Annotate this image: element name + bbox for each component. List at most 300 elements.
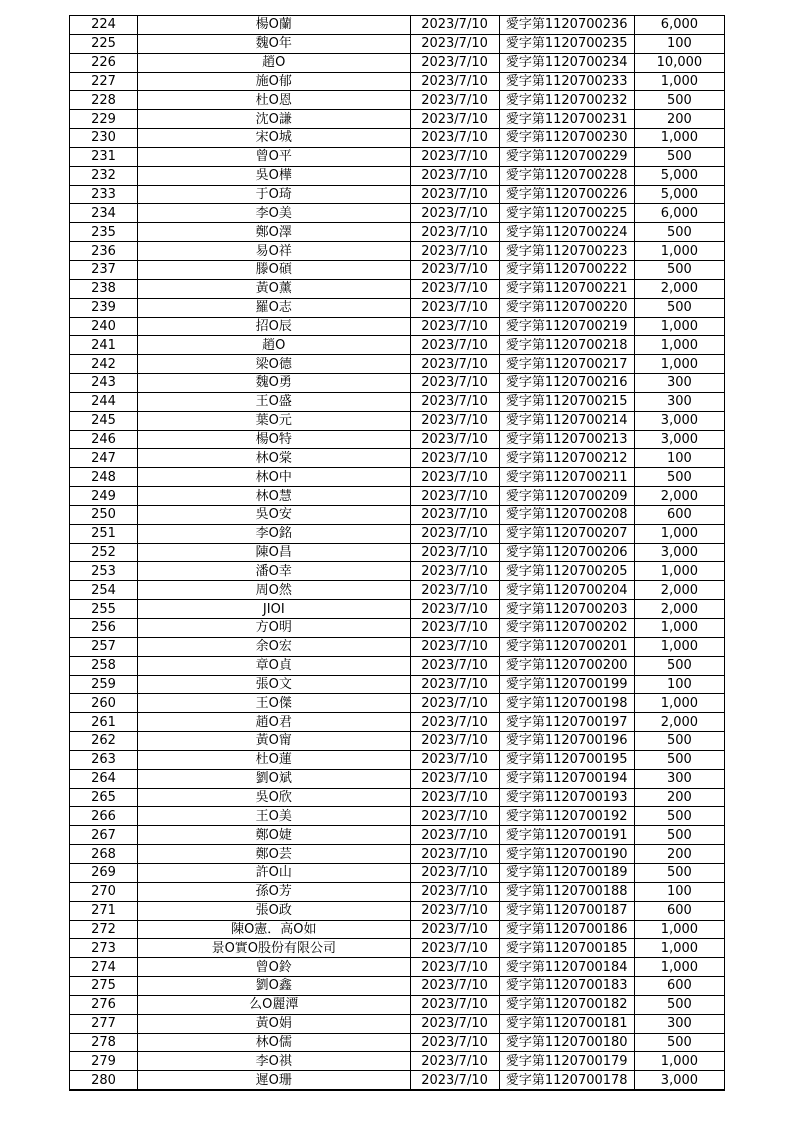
receipt-number: 愛字第1120700212	[499, 449, 634, 468]
receipt-number: 愛字第1120700209	[499, 487, 634, 506]
donation-amount: 500	[634, 826, 724, 845]
table-row	[70, 543, 725, 562]
row-number: 255	[70, 600, 138, 619]
table-row	[70, 863, 725, 882]
donation-date: 2023/7/10	[410, 524, 499, 543]
donation-amount: 200	[634, 110, 724, 129]
donation-amount: 1,000	[634, 242, 724, 261]
receipt-number: 愛字第1120700205	[499, 562, 634, 581]
donation-amount: 3,000	[634, 411, 724, 430]
row-number: 229	[70, 110, 138, 129]
row-number: 245	[70, 411, 138, 430]
donation-date: 2023/7/10	[410, 581, 499, 600]
donation-date: 2023/7/10	[410, 1052, 499, 1071]
table-row	[70, 336, 725, 355]
row-number: 275	[70, 977, 138, 996]
donation-date: 2023/7/10	[410, 355, 499, 374]
donation-date: 2023/7/10	[410, 845, 499, 864]
row-number: 239	[70, 298, 138, 317]
row-number: 254	[70, 581, 138, 600]
donor-name: 孫O芳	[138, 882, 410, 901]
donor-name: 曾O鈴	[138, 958, 410, 977]
table-row	[70, 656, 725, 675]
row-number: 263	[70, 750, 138, 769]
donation-amount: 600	[634, 977, 724, 996]
row-number: 280	[70, 1071, 138, 1090]
receipt-number: 愛字第1120700189	[499, 863, 634, 882]
donor-name: 張O政	[138, 901, 410, 920]
donation-amount: 200	[634, 788, 724, 807]
donation-amount: 2,000	[634, 487, 724, 506]
donor-name: 羅O志	[138, 298, 410, 317]
table-row	[70, 958, 725, 977]
table-row	[70, 411, 725, 430]
donation-amount: 500	[634, 807, 724, 826]
receipt-number: 愛字第1120700197	[499, 713, 634, 732]
donor-name: 楊O特	[138, 430, 410, 449]
donor-name: 李O祺	[138, 1052, 410, 1071]
table-row	[70, 920, 725, 939]
donation-amount: 3,000	[634, 1071, 724, 1090]
receipt-number: 愛字第1120700215	[499, 392, 634, 411]
table-row	[70, 279, 725, 298]
donation-amount: 1,000	[634, 958, 724, 977]
donor-name: 劉O鑫	[138, 977, 410, 996]
row-number: 264	[70, 769, 138, 788]
row-number: 274	[70, 958, 138, 977]
table-row	[70, 939, 725, 958]
table-row	[70, 355, 725, 374]
donation-date: 2023/7/10	[410, 411, 499, 430]
donor-name: 招O辰	[138, 317, 410, 336]
donor-name: 吳O樺	[138, 166, 410, 185]
receipt-number: 愛字第1120700223	[499, 242, 634, 261]
row-number: 243	[70, 374, 138, 393]
table-row	[70, 185, 725, 204]
donation-date: 2023/7/10	[410, 694, 499, 713]
donation-amount: 600	[634, 505, 724, 524]
donation-date: 2023/7/10	[410, 468, 499, 487]
donation-date: 2023/7/10	[410, 882, 499, 901]
row-number: 256	[70, 619, 138, 638]
donation-amount: 5,000	[634, 166, 724, 185]
donation-date: 2023/7/10	[410, 807, 499, 826]
donor-name: 吳O欣	[138, 788, 410, 807]
receipt-number: 愛字第1120700226	[499, 185, 634, 204]
receipt-number: 愛字第1120700207	[499, 524, 634, 543]
donation-amount: 2,000	[634, 279, 724, 298]
donation-date: 2023/7/10	[410, 34, 499, 53]
table-row	[70, 769, 725, 788]
row-number: 240	[70, 317, 138, 336]
row-number: 237	[70, 260, 138, 279]
row-number: 266	[70, 807, 138, 826]
donation-date: 2023/7/10	[410, 1071, 499, 1090]
donation-amount: 300	[634, 769, 724, 788]
donation-amount: 1,000	[634, 694, 724, 713]
donation-amount: 1,000	[634, 920, 724, 939]
donor-name: 王O盛	[138, 392, 410, 411]
donation-amount: 500	[634, 656, 724, 675]
donation-date: 2023/7/10	[410, 826, 499, 845]
donation-date: 2023/7/10	[410, 185, 499, 204]
table-row	[70, 166, 725, 185]
receipt-number: 愛字第1120700234	[499, 53, 634, 72]
donor-name: 黃O薰	[138, 279, 410, 298]
row-number: 244	[70, 392, 138, 411]
table-row	[70, 675, 725, 694]
donor-name: 杜O蓮	[138, 750, 410, 769]
row-number: 260	[70, 694, 138, 713]
donor-name: 宋O城	[138, 129, 410, 148]
donation-table	[69, 15, 725, 1091]
donor-name: 方O明	[138, 619, 410, 638]
donation-date: 2023/7/10	[410, 147, 499, 166]
donation-amount: 1,000	[634, 317, 724, 336]
receipt-number: 愛字第1120700222	[499, 260, 634, 279]
donor-name: 鄭O澤	[138, 223, 410, 242]
donation-amount: 200	[634, 845, 724, 864]
row-number: 226	[70, 53, 138, 72]
donor-name: 余O宏	[138, 637, 410, 656]
donation-amount: 1,000	[634, 355, 724, 374]
table-row	[70, 581, 725, 600]
table-row	[70, 1033, 725, 1052]
receipt-number: 愛字第1120700216	[499, 374, 634, 393]
table-row	[70, 110, 725, 129]
receipt-number: 愛字第1120700199	[499, 675, 634, 694]
donation-date: 2023/7/10	[410, 223, 499, 242]
donor-name: 周O然	[138, 581, 410, 600]
receipt-number: 愛字第1120700231	[499, 110, 634, 129]
donation-date: 2023/7/10	[410, 430, 499, 449]
donation-date: 2023/7/10	[410, 336, 499, 355]
donor-name: 于O琦	[138, 185, 410, 204]
receipt-number: 愛字第1120700182	[499, 995, 634, 1014]
receipt-number: 愛字第1120700186	[499, 920, 634, 939]
donation-amount: 500	[634, 750, 724, 769]
receipt-number: 愛字第1120700204	[499, 581, 634, 600]
table-row	[70, 505, 725, 524]
table-row	[70, 204, 725, 223]
row-number: 246	[70, 430, 138, 449]
receipt-number: 愛字第1120700179	[499, 1052, 634, 1071]
donation-date: 2023/7/10	[410, 939, 499, 958]
donor-name: 吳O安	[138, 505, 410, 524]
donor-name: 么O麗潭	[138, 995, 410, 1014]
donation-date: 2023/7/10	[410, 619, 499, 638]
receipt-number: 愛字第1120700225	[499, 204, 634, 223]
donation-amount: 1,000	[634, 129, 724, 148]
receipt-number: 愛字第1120700208	[499, 505, 634, 524]
donation-date: 2023/7/10	[410, 769, 499, 788]
donor-name: 林O慧	[138, 487, 410, 506]
row-number: 238	[70, 279, 138, 298]
table-row	[70, 260, 725, 279]
donation-date: 2023/7/10	[410, 449, 499, 468]
row-number: 225	[70, 34, 138, 53]
donation-date: 2023/7/10	[410, 392, 499, 411]
donation-amount: 6,000	[634, 204, 724, 223]
row-number: 232	[70, 166, 138, 185]
donation-date: 2023/7/10	[410, 166, 499, 185]
donation-date: 2023/7/10	[410, 675, 499, 694]
donation-amount: 500	[634, 1033, 724, 1052]
row-number: 248	[70, 468, 138, 487]
donor-name: 楊O蘭	[138, 16, 410, 35]
table-row	[70, 732, 725, 751]
table-row	[70, 694, 725, 713]
donation-date: 2023/7/10	[410, 91, 499, 110]
row-number: 230	[70, 129, 138, 148]
row-number: 261	[70, 713, 138, 732]
receipt-number: 愛字第1120700185	[499, 939, 634, 958]
donation-amount: 10,000	[634, 53, 724, 72]
donor-name: 劉O斌	[138, 769, 410, 788]
table-row	[70, 1014, 725, 1033]
donor-name: 李O美	[138, 204, 410, 223]
table-row	[70, 53, 725, 72]
table-row	[70, 713, 725, 732]
receipt-number: 愛字第1120700224	[499, 223, 634, 242]
row-number: 242	[70, 355, 138, 374]
donor-name: 王O美	[138, 807, 410, 826]
row-number: 267	[70, 826, 138, 845]
donation-date: 2023/7/10	[410, 204, 499, 223]
row-number: 252	[70, 543, 138, 562]
receipt-number: 愛字第1120700230	[499, 129, 634, 148]
donation-amount: 1,000	[634, 72, 724, 91]
donation-amount: 100	[634, 882, 724, 901]
table-row	[70, 16, 725, 35]
row-number: 249	[70, 487, 138, 506]
row-number: 257	[70, 637, 138, 656]
donation-amount: 100	[634, 34, 724, 53]
donation-date: 2023/7/10	[410, 1033, 499, 1052]
table-row	[70, 129, 725, 148]
row-number: 224	[70, 16, 138, 35]
donation-date: 2023/7/10	[410, 732, 499, 751]
donor-name: 鄭O芸	[138, 845, 410, 864]
row-number: 279	[70, 1052, 138, 1071]
row-number: 228	[70, 91, 138, 110]
donation-date: 2023/7/10	[410, 637, 499, 656]
donation-date: 2023/7/10	[410, 600, 499, 619]
row-number: 278	[70, 1033, 138, 1052]
donation-amount: 600	[634, 901, 724, 920]
donation-date: 2023/7/10	[410, 995, 499, 1014]
receipt-number: 愛字第1120700188	[499, 882, 634, 901]
receipt-number: 愛字第1120700196	[499, 732, 634, 751]
donor-name: 景O實O股份有限公司	[138, 939, 410, 958]
table-row	[70, 845, 725, 864]
receipt-number: 愛字第1120700193	[499, 788, 634, 807]
table-row	[70, 449, 725, 468]
donation-date: 2023/7/10	[410, 317, 499, 336]
table-row	[70, 430, 725, 449]
row-number: 269	[70, 863, 138, 882]
receipt-number: 愛字第1120700195	[499, 750, 634, 769]
receipt-number: 愛字第1120700211	[499, 468, 634, 487]
receipt-number: 愛字第1120700180	[499, 1033, 634, 1052]
donation-amount: 1,000	[634, 562, 724, 581]
donation-amount: 500	[634, 298, 724, 317]
receipt-number: 愛字第1120700178	[499, 1071, 634, 1090]
table-row	[70, 223, 725, 242]
donation-amount: 1,000	[634, 1052, 724, 1071]
donor-name: 林O儒	[138, 1033, 410, 1052]
table-row	[70, 995, 725, 1014]
donation-date: 2023/7/10	[410, 958, 499, 977]
donation-amount: 1,000	[634, 939, 724, 958]
receipt-number: 愛字第1120700221	[499, 279, 634, 298]
donation-date: 2023/7/10	[410, 110, 499, 129]
donation-amount: 100	[634, 675, 724, 694]
receipt-number: 愛字第1120700229	[499, 147, 634, 166]
row-number: 241	[70, 336, 138, 355]
donation-amount: 1,000	[634, 524, 724, 543]
donation-date: 2023/7/10	[410, 977, 499, 996]
receipt-number: 愛字第1120700217	[499, 355, 634, 374]
donation-date: 2023/7/10	[410, 16, 499, 35]
receipt-number: 愛字第1120700219	[499, 317, 634, 336]
row-number: 276	[70, 995, 138, 1014]
receipt-number: 愛字第1120700200	[499, 656, 634, 675]
donation-amount: 100	[634, 449, 724, 468]
row-number: 247	[70, 449, 138, 468]
donor-name: 易O祥	[138, 242, 410, 261]
table-row	[70, 750, 725, 769]
table-row	[70, 901, 725, 920]
row-number: 227	[70, 72, 138, 91]
donation-amount: 5,000	[634, 185, 724, 204]
donation-amount: 500	[634, 91, 724, 110]
donation-date: 2023/7/10	[410, 505, 499, 524]
table-row	[70, 977, 725, 996]
donation-table-body	[70, 16, 725, 1091]
donation-amount: 3,000	[634, 430, 724, 449]
donation-amount: 1,000	[634, 336, 724, 355]
donation-date: 2023/7/10	[410, 53, 499, 72]
donor-name: 趙O君	[138, 713, 410, 732]
donor-name: 施O郁	[138, 72, 410, 91]
donor-name: 陳O憲．高O如	[138, 920, 410, 939]
donor-name: 章O貞	[138, 656, 410, 675]
donor-name: 趙O	[138, 336, 410, 355]
row-number: 270	[70, 882, 138, 901]
receipt-number: 愛字第1120700233	[499, 72, 634, 91]
donor-name: 林O中	[138, 468, 410, 487]
receipt-number: 愛字第1120700190	[499, 845, 634, 864]
row-number: 262	[70, 732, 138, 751]
table-row	[70, 807, 725, 826]
receipt-number: 愛字第1120700235	[499, 34, 634, 53]
row-number: 236	[70, 242, 138, 261]
donation-date: 2023/7/10	[410, 279, 499, 298]
table-row	[70, 468, 725, 487]
donation-amount: 2,000	[634, 600, 724, 619]
row-number: 273	[70, 939, 138, 958]
row-number: 277	[70, 1014, 138, 1033]
donor-name: 潘O幸	[138, 562, 410, 581]
donation-date: 2023/7/10	[410, 863, 499, 882]
donation-date: 2023/7/10	[410, 298, 499, 317]
donation-date: 2023/7/10	[410, 129, 499, 148]
row-number: 268	[70, 845, 138, 864]
table-row	[70, 147, 725, 166]
donor-name: 沈O謙	[138, 110, 410, 129]
donation-date: 2023/7/10	[410, 260, 499, 279]
table-row	[70, 374, 725, 393]
receipt-number: 愛字第1120700191	[499, 826, 634, 845]
row-number: 265	[70, 788, 138, 807]
row-number: 231	[70, 147, 138, 166]
donor-name: 梁O德	[138, 355, 410, 374]
donor-name: 曾O平	[138, 147, 410, 166]
donation-date: 2023/7/10	[410, 543, 499, 562]
receipt-number: 愛字第1120700181	[499, 1014, 634, 1033]
table-row	[70, 91, 725, 110]
table-row	[70, 882, 725, 901]
donation-amount: 1,000	[634, 619, 724, 638]
table-row	[70, 392, 725, 411]
donation-amount: 500	[634, 468, 724, 487]
receipt-number: 愛字第1120700206	[499, 543, 634, 562]
receipt-number: 愛字第1120700214	[499, 411, 634, 430]
donor-name: 魏O勇	[138, 374, 410, 393]
donation-amount: 2,000	[634, 581, 724, 600]
table-row	[70, 524, 725, 543]
row-number: 251	[70, 524, 138, 543]
donor-name: 黃O甯	[138, 732, 410, 751]
table-row	[70, 600, 725, 619]
donation-date: 2023/7/10	[410, 713, 499, 732]
row-number: 258	[70, 656, 138, 675]
donation-amount: 500	[634, 995, 724, 1014]
donation-amount: 500	[634, 863, 724, 882]
receipt-number: 愛字第1120700192	[499, 807, 634, 826]
donor-name: 魏O年	[138, 34, 410, 53]
donation-date: 2023/7/10	[410, 656, 499, 675]
table-row	[70, 826, 725, 845]
donation-amount: 300	[634, 374, 724, 393]
donation-amount: 1,000	[634, 637, 724, 656]
donor-name: 王O傑	[138, 694, 410, 713]
donation-date: 2023/7/10	[410, 750, 499, 769]
donor-name: 林O棠	[138, 449, 410, 468]
row-number: 272	[70, 920, 138, 939]
donation-amount: 500	[634, 223, 724, 242]
donation-amount: 300	[634, 392, 724, 411]
receipt-number: 愛字第1120700232	[499, 91, 634, 110]
donation-date: 2023/7/10	[410, 562, 499, 581]
row-number: 235	[70, 223, 138, 242]
donor-name: 陳O昌	[138, 543, 410, 562]
receipt-number: 愛字第1120700201	[499, 637, 634, 656]
table-row	[70, 317, 725, 336]
receipt-number: 愛字第1120700202	[499, 619, 634, 638]
table-row	[70, 1052, 725, 1071]
receipt-number: 愛字第1120700194	[499, 769, 634, 788]
table-row	[70, 788, 725, 807]
donor-name: 葉O元	[138, 411, 410, 430]
donor-name: 滕O碩	[138, 260, 410, 279]
donor-name: 遲O珊	[138, 1071, 410, 1090]
donation-amount: 500	[634, 147, 724, 166]
receipt-number: 愛字第1120700236	[499, 16, 634, 35]
donation-amount: 500	[634, 732, 724, 751]
donation-amount: 300	[634, 1014, 724, 1033]
